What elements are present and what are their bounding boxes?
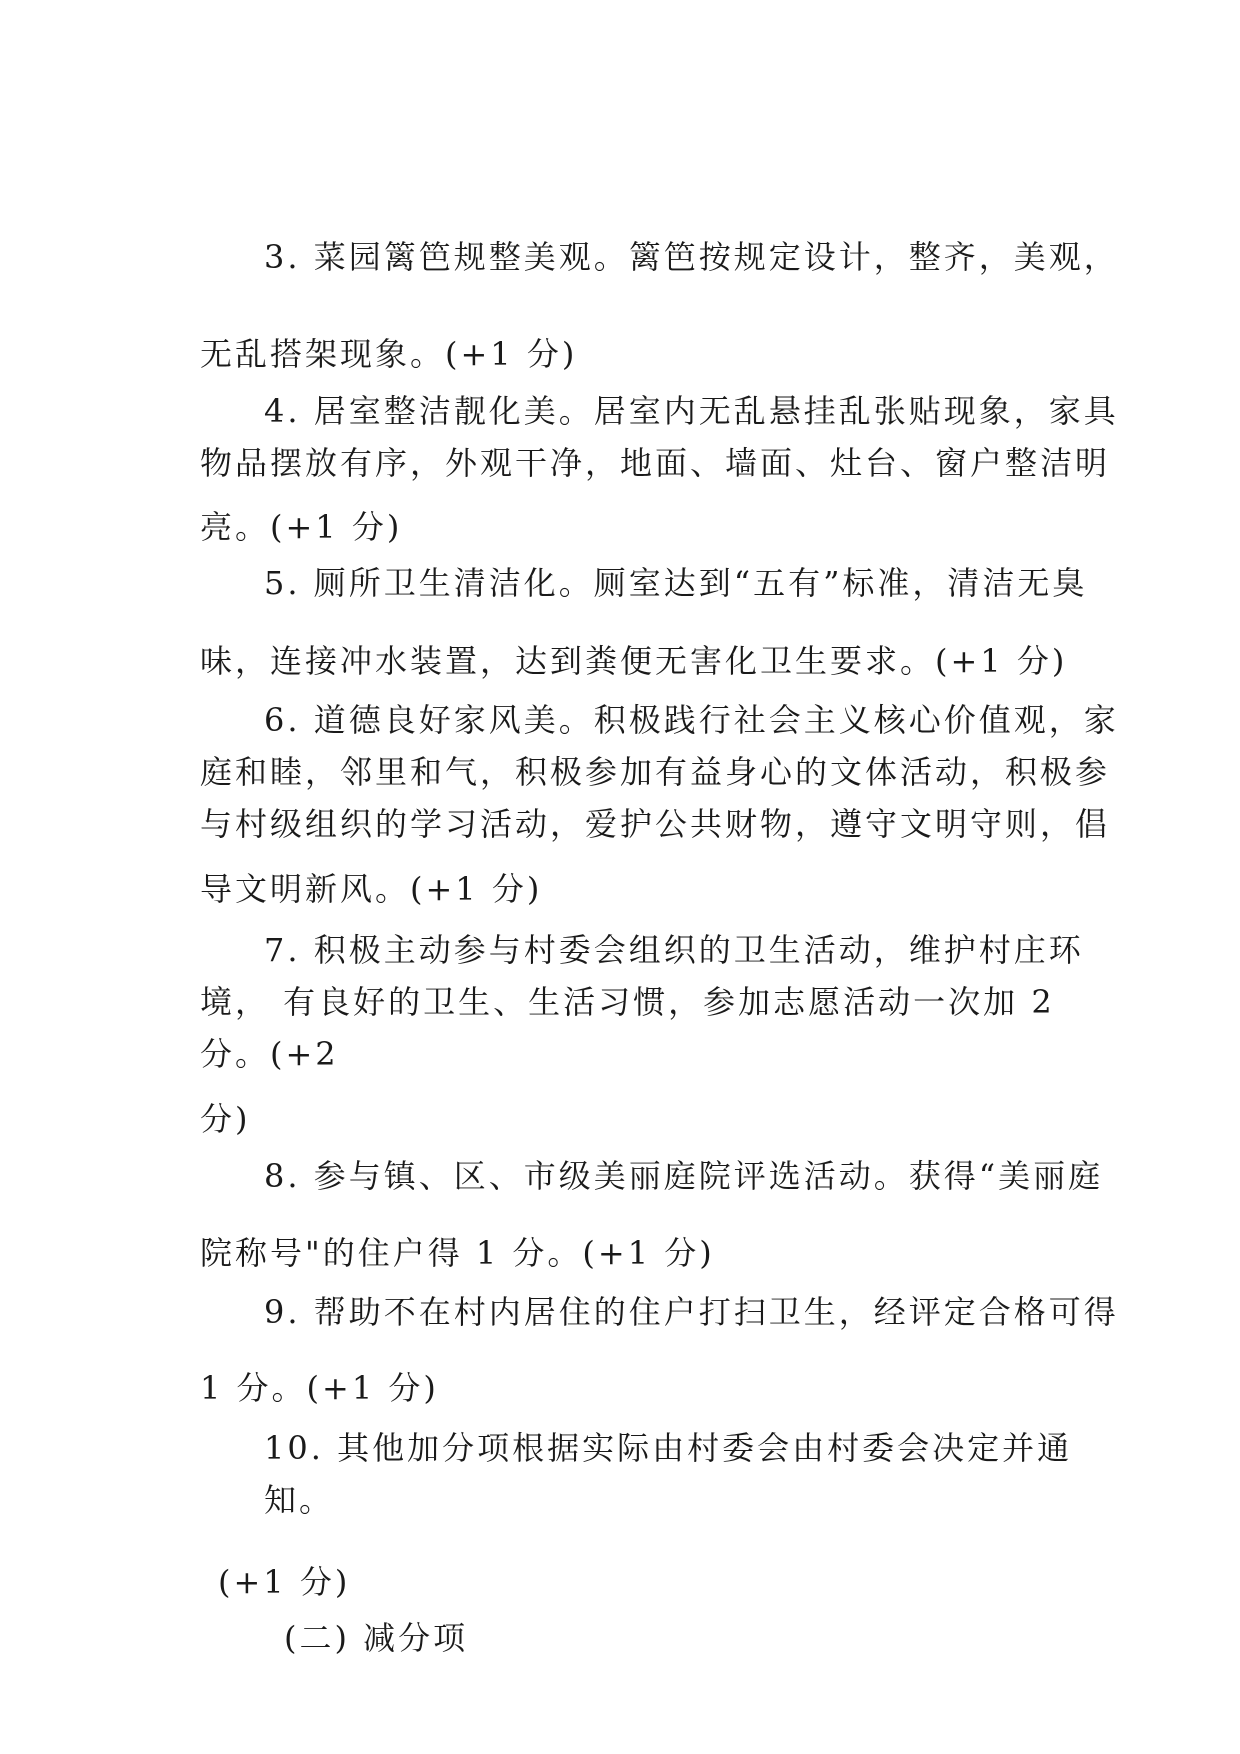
item-3-line-2: 无乱搭架现象。(+1 分) xyxy=(200,335,578,373)
item-6-line-3: 与村级组织的学习活动，爱护公共财物，遵守文明守则，倡 xyxy=(200,805,1111,843)
item-9-line-1: 9. 帮助不在村内居住的住户打扫卫生，经评定合格可得 xyxy=(264,1293,1119,1331)
item-6-line-2: 庭和睦，邻里和气，积极参加有益身心的文体活动，积极参 xyxy=(200,753,1111,791)
item-5-line-2: 味，连接冲水装置，达到粪便无害化卫生要求。(+1 分) xyxy=(200,642,1068,680)
item-5-line-1: 5. 厕所卫生清洁化。厕室达到“五有”标准，清洁无臭 xyxy=(264,564,1088,602)
item-4-line-2: 物品摆放有序，外观干净，地面、墙面、灶台、窗户整洁明 xyxy=(200,444,1111,482)
item-4-line-1: 4. 居室整洁靓化美。居室内无乱悬挂乱张贴现象，家具 xyxy=(264,392,1119,430)
item-8-line-2: 院称号"的住户得 1 分。(+1 分) xyxy=(200,1234,715,1272)
item-6-line-4: 导文明新风。(+1 分) xyxy=(200,870,543,908)
item-7-line-2: 境， 有良好的卫生、生活习惯，参加志愿活动一次加 2 xyxy=(200,983,1055,1021)
item-6-line-1: 6. 道德良好家风美。积极践行社会主义核心价值观，家 xyxy=(264,701,1119,739)
item-4-line-3: 亮。(+1 分) xyxy=(200,508,403,546)
section-heading: (二) 减分项 xyxy=(284,1619,469,1657)
item-7-line-1: 7. 积极主动参与村委会组织的卫生活动，维护村庄环 xyxy=(264,931,1084,969)
item-10-line-1: 10. 其他加分项根据实际由村委会由村委会决定并通 xyxy=(264,1429,1073,1467)
item-7-line-3: 分。(+2 xyxy=(200,1035,339,1073)
item-7-line-4: 分) xyxy=(200,1100,251,1138)
item-10-line-2: 知。 xyxy=(264,1481,335,1519)
item-8-line-1: 8. 参与镇、区、市级美丽庭院评选活动。获得“美丽庭 xyxy=(264,1157,1104,1195)
item-9-line-2: 1 分。(+1 分) xyxy=(200,1369,439,1407)
item-10-line-3: (+1 分) xyxy=(218,1563,351,1601)
item-3-line-1: 3. 菜园篱笆规整美观。篱笆按规定设计，整齐，美观， xyxy=(264,238,1119,276)
